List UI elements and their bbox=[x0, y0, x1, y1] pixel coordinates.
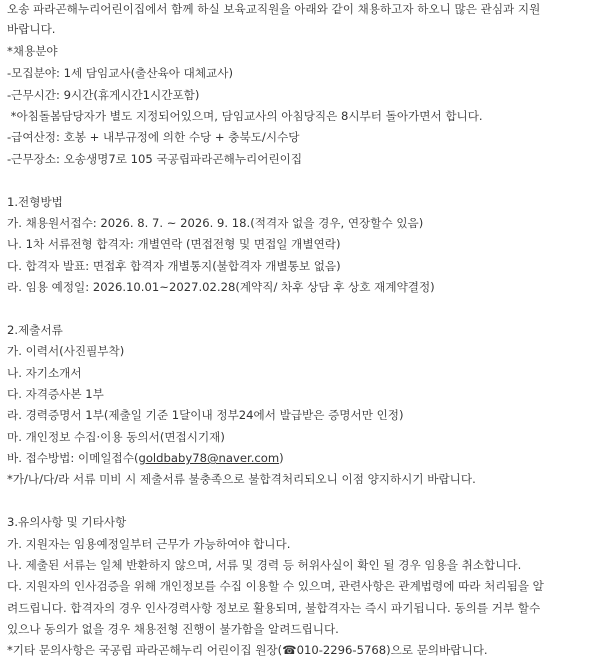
morning-duty-note: *아침돌봄담당자가 별도 지정되어있으며, 담임교사의 아침당직은 8시부터 돌아가면서 합니다. bbox=[7, 109, 483, 123]
email-link[interactable]: goldbaby78@naver.com bbox=[138, 451, 280, 465]
process-item: 라. 임용 예정일: 2026.10.01~2027.02.28(계약직/ 차후 상담 후 상호 재계약결정) bbox=[7, 280, 435, 294]
document-item: 라. 경력증명서 1부(제출일 기준 1달이내 정부24에서 발급받은 증명서만 인정) bbox=[7, 408, 404, 422]
submission-method-prefix: 바. 접수방법: 이메일접수( bbox=[7, 451, 139, 465]
notes-line: 다. 지원자의 인사검증을 위해 개인정보를 수집 이용할 수 있으며, 관련사항은 관계법령에 따라 처리됨을 알 bbox=[7, 579, 544, 593]
selection-process-heading: 1.전형방법 bbox=[7, 195, 63, 209]
notes-heading: 3.유의사항 및 기타사항 bbox=[7, 515, 127, 529]
document-item: 나. 자기소개서 bbox=[7, 366, 82, 380]
document-item: 가. 이력서(사진필부착) bbox=[7, 344, 125, 358]
salary-line: -급여산정: 호봉 + 내부규정에 의한 수당 + 충북도/시수당 bbox=[7, 130, 300, 144]
process-item: 나. 1차 서류전형 합격자: 개별연락 (면접전형 및 면접일 개별연락) bbox=[7, 237, 341, 251]
process-item: 가. 채용원서접수: 2026. 8. 7. ~ 2026. 9. 18.(적격자 없을 경우, 연장할수 있음) bbox=[7, 216, 424, 230]
notes-line: 려드립니다. 합격자의 경우 인사경력사항 정보로 활용되며, 불합격자는 즉시 파기됩니다. 동의를 거부 할수 bbox=[7, 601, 541, 615]
notes-line: 가. 지원자는 임용예정일부터 근무가 가능하여야 합니다. bbox=[7, 537, 291, 551]
contact-line: *기타 문의사항은 국공립 파라곤해누리 어린이집 원장(☎010-2296-5768)으로 문의바랍니다. bbox=[7, 643, 488, 657]
submission-method-line bbox=[7, 449, 284, 467]
documents-heading: 2.제출서류 bbox=[7, 323, 63, 337]
document-item: 마. 개인정보 수집·이용 동의서(면접시기재) bbox=[7, 430, 225, 444]
intro-line-1: 오송 파라곤해누리어린이집에서 함께 하실 보육교직원을 아래와 같이 채용하고자 하오니 많은 관심과 지원 bbox=[7, 2, 541, 16]
position-line: -모집분야: 1세 담임교사(출산육아 대체교사) bbox=[7, 66, 233, 80]
process-item: 다. 합격자 발표: 면접후 합격자 개별통지(불합격자 개별통보 없음) bbox=[7, 259, 341, 273]
intro-line-2: 바랍니다. bbox=[7, 22, 56, 36]
document-item: 다. 자격증사본 1부 bbox=[7, 387, 104, 401]
work-hours-line: -근무시간: 9시간(휴게시간1시간포함) bbox=[7, 88, 200, 102]
documents-warning-note: *가/나/다/라 서류 미비 시 제출서류 불충족으로 불합격처리되오니 이점 양지하시기 바랍니다. bbox=[7, 472, 476, 486]
work-location-line: -근무장소: 오송생명7로 105 국공립파라곤해누리어린이집 bbox=[7, 152, 303, 166]
recruitment-field-heading: *채용분야 bbox=[7, 44, 58, 58]
notes-line: 나. 제출된 서류는 일체 반환하지 않으며, 서류 및 경력 등 허위사실이 확인 될 경우 임용을 취소합니다. bbox=[7, 558, 522, 572]
notes-line: 있으나 동의가 없을 경우 채용전형 진행이 불가함을 알려드립니다. bbox=[7, 622, 339, 636]
submission-method-suffix: ) bbox=[279, 451, 284, 465]
